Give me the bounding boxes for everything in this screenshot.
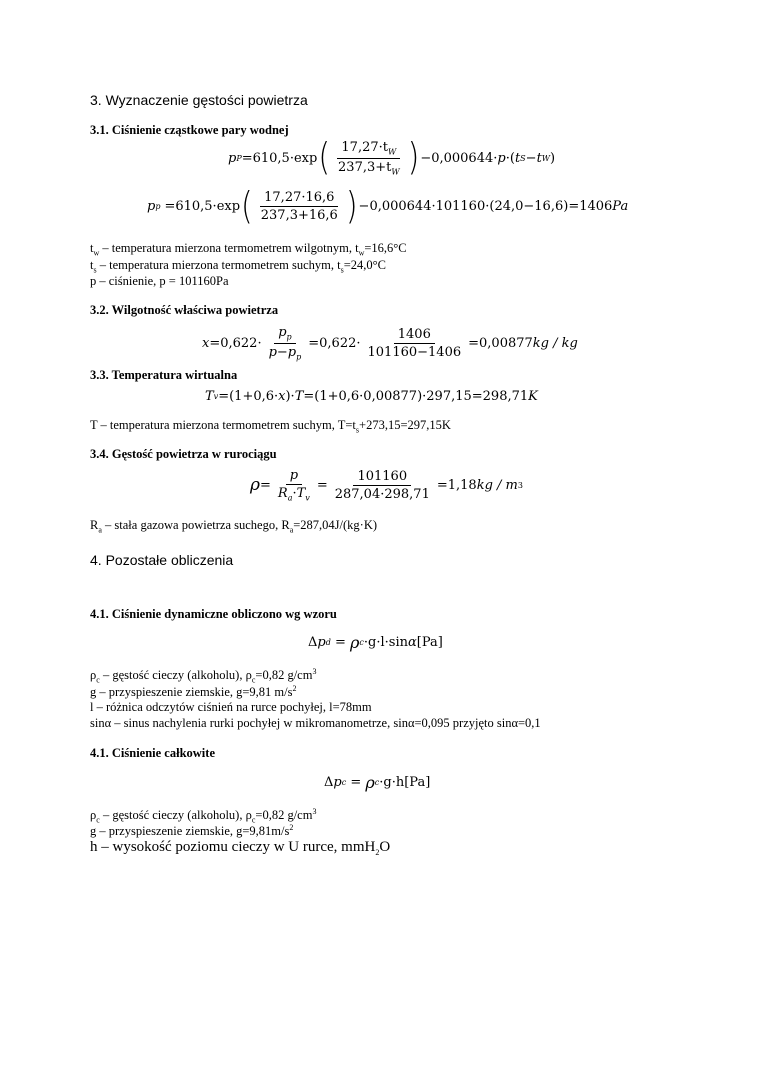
- eq1-dot: ·: [505, 150, 510, 166]
- line-4-1-g: [90, 684, 297, 700]
- eq6-alpha: α: [407, 635, 417, 650]
- eq3-a: =0,622·: [209, 335, 262, 351]
- eq6-p: p: [317, 635, 326, 650]
- line-4-1-sin: [90, 716, 541, 731]
- eq5-unit-sup: 3: [517, 480, 523, 490]
- note-Ra: [90, 518, 377, 535]
- note-Ra-sub2: a: [289, 525, 294, 535]
- eq1-den-sub: W: [391, 167, 400, 177]
- eq5-fraction-1: [274, 468, 314, 503]
- eq1-tw-sub: W: [541, 153, 551, 163]
- equation-air-density: ρ = $\frac{p}{R_a\cdot T_v}$ = $\frac{101160}{287,04\cdot 298,71}$ =1,18 kg / m 3: [250, 468, 523, 503]
- eq3-den2: 101160−1406: [367, 344, 462, 360]
- eq2-den: 237,3+16,6: [260, 208, 338, 223]
- legend-tw-sym: t: [90, 241, 94, 255]
- eq7-rho-sub: c: [374, 778, 380, 787]
- eq2-result: =1406: [568, 199, 613, 214]
- line-4-2-rho-a: ρ: [90, 808, 97, 823]
- eq1-ts-sub: S: [520, 153, 526, 163]
- eq7-unit: [Pa]: [404, 775, 431, 790]
- line-4-1-g-a: g – przyspieszenie ziemskie, g=9,81 m/s: [90, 685, 293, 700]
- eq5-unit: kg / m: [476, 477, 518, 493]
- eq4-lhs-sub: v: [213, 392, 219, 401]
- note-T-sub: s: [355, 425, 360, 435]
- eq1-paren-open: (: [318, 135, 331, 180]
- legend-tw-text: – temperatura mierzona termometrem wilgotnym, t: [99, 241, 359, 255]
- eq3-num1: p: [278, 325, 287, 340]
- eq4-T: T: [294, 389, 304, 404]
- section-3-4-title: 3.4. Gęstość powietrza w rurociągu: [90, 447, 277, 461]
- line-4-2-g-sup: 2: [289, 823, 294, 832]
- eq2-lhs: p: [147, 199, 156, 214]
- eq1-lhs: p: [228, 150, 237, 166]
- eq6-p-sub: d: [325, 638, 331, 647]
- section-3-title: 3. Wyznaczenie gęstości powietrza: [90, 92, 308, 108]
- line-4-2-rho-sub: c: [96, 815, 100, 825]
- eq2-paren-close: ): [345, 184, 358, 228]
- eq6-rho: ρ: [350, 633, 360, 652]
- note-T-b: +273,15=297,15K: [359, 418, 451, 432]
- section-4-2-title: 4.1. Ciśnienie całkowite: [90, 746, 215, 760]
- legend-ts: [90, 258, 386, 275]
- line-4-1-rho-sup: 3: [312, 667, 317, 676]
- eq2-paren-open: (: [241, 184, 253, 228]
- line-4-1-rho: [90, 667, 316, 685]
- eq5-result: =1,18: [436, 477, 477, 493]
- line-4-1-rho-c: =0,82 g/cm: [255, 668, 313, 683]
- eq3-fraction-1: [265, 325, 306, 361]
- legend-ts-sub: s: [93, 265, 97, 275]
- eq1-tail: −0,000644·: [420, 150, 498, 166]
- section-3-2-title: 3.2. Wilgotność właściwa powietrza: [90, 303, 279, 317]
- section-4-title: 4. Pozostałe obliczenia: [90, 552, 234, 568]
- legend-ts-sub2: s: [340, 265, 344, 275]
- legend-tw-sub2: w: [358, 248, 365, 258]
- eq5-fraction-2: [331, 469, 434, 502]
- section-3-3-title: 3.3. Temperatura wirtualna: [90, 368, 238, 382]
- line-4-2-h-b: O: [379, 839, 391, 855]
- eq5-den1b-sub: v: [305, 493, 310, 503]
- equation-virtual-temperature: [205, 389, 538, 404]
- eq7-delta: Δ: [324, 775, 334, 790]
- eq7-p-sub: c: [341, 778, 347, 787]
- line-4-1-sin-a: sinα – sinus nachylenia rurki pochyłej w mikromanometrze, sinα=0,095 przyjęto sinα=0,1: [90, 716, 541, 730]
- legend-p-sym: p: [90, 274, 97, 288]
- line-4-2-rho-sup: 3: [312, 807, 317, 816]
- eq1-paren-close: ): [407, 135, 420, 180]
- line-4-2-h-a: h – wysokość poziomu cieczy w U rurce, mmH: [90, 839, 376, 855]
- line-4-2-rho: [90, 807, 316, 825]
- line-4-1-rho-sub: c: [96, 675, 100, 685]
- eq1-minus: −: [525, 150, 537, 166]
- eq2-fraction: [257, 190, 342, 223]
- eq3-den1: p−p: [268, 344, 297, 360]
- eq5-rho: ρ: [250, 475, 260, 496]
- note-T: [90, 418, 451, 435]
- legend-tw: [90, 241, 407, 258]
- eq7-rest: ·g·h: [379, 775, 405, 790]
- legend-ts-sym: t: [90, 258, 94, 272]
- eq6-unit: [Pa]: [416, 635, 443, 650]
- eq5-den1a: R: [277, 486, 288, 501]
- eq1-num-sub: W: [387, 147, 397, 157]
- eq1-den: 237,3+t: [338, 159, 392, 175]
- eq5-den1mid: ·: [292, 486, 297, 501]
- eq4-lhs: T: [205, 389, 214, 404]
- equation-specific-humidity: [202, 325, 578, 361]
- legend-ts-text: – temperatura mierzona termometrem suchym, t: [96, 258, 341, 272]
- eq1-lhs-sub: P: [236, 153, 242, 163]
- eq3-result: =0,00877: [468, 335, 533, 351]
- line-4-2-g-a: g – przyspieszenie ziemskie, g=9,81m/s: [90, 824, 290, 839]
- eq3-fraction-2: [364, 327, 466, 360]
- equation-partial-pressure-formula: p P =610,5·exp ( $\frac{17,27\cdot t_W}{237,3+t_W}$ ) −0,000644· p · ( t S − t W ): [228, 135, 556, 180]
- eq2-unit: Pa: [612, 199, 629, 214]
- line-4-2-rho-sub2: c: [251, 815, 256, 825]
- section-3-1-title: 3.1. Ciśnienie cząstkowe pary wodnej: [90, 123, 289, 137]
- eq5-num2: 101160: [353, 469, 411, 486]
- eq2-tail: −0,000644·101160·: [358, 199, 490, 214]
- eq2-num: 17,27·16,6: [260, 190, 338, 207]
- note-T-a: T – temperatura mierzona termometrem suchym, T=t: [90, 418, 356, 432]
- legend-tw-val: =16,6°C: [364, 241, 407, 255]
- legend-ts-val: =24,0°C: [343, 258, 387, 272]
- eq2-a: =610,5·exp: [164, 199, 241, 214]
- note-Ra-c: =287,04J/(kg·K): [293, 518, 378, 532]
- eq4-unit: K: [528, 389, 538, 404]
- line-4-2-h-sub: 2: [375, 848, 380, 857]
- eq1-num: 17,27·t: [341, 140, 388, 155]
- eq1-tw: t: [536, 150, 542, 166]
- line-4-1-g-sup: 2: [292, 684, 297, 693]
- line-4-2-rho-b: – gęstość cieczy (alkoholu), ρ: [99, 808, 252, 823]
- eq3-lhs: x: [202, 335, 210, 351]
- eq3-num1-sub: p: [286, 332, 292, 342]
- eq1-ts: t: [514, 150, 521, 166]
- eq5-eq: =: [260, 477, 271, 493]
- eq4-x: x: [278, 389, 286, 404]
- eq3-unit: kg / kg: [532, 335, 578, 351]
- line-4-1-l-a: l – różnica odczytów ciśnień na rurce pochyłej, l=78mm: [90, 700, 372, 714]
- eq7-p: p: [333, 775, 342, 790]
- eq4-body: =(1+0,6·: [218, 389, 279, 404]
- note-Ra-sub: a: [98, 525, 102, 535]
- eq5-den1a-sub: a: [287, 493, 293, 503]
- legend-tw-sub: w: [93, 248, 100, 258]
- eq7-rho: ρ: [365, 773, 375, 792]
- section-4-1-title: 4.1. Ciśnienie dynamiczne obliczono wg wzoru: [90, 607, 337, 621]
- legend-p: [90, 274, 229, 289]
- eq4-body2: )·: [285, 389, 295, 404]
- eq6-rho-sub: c: [359, 638, 364, 647]
- eq1-p: p: [497, 150, 506, 166]
- eq6-rest: ·g·l·sin: [363, 635, 408, 650]
- eq7-eq: =: [346, 775, 366, 790]
- line-4-1-l: [90, 700, 372, 715]
- eq6-eq: =: [330, 635, 351, 650]
- eq5-num1: p: [289, 468, 299, 483]
- note-Ra-a: R: [90, 518, 99, 532]
- eq5-den2: 287,04·298,71: [334, 486, 430, 502]
- line-4-1-rho-b: – gęstość cieczy (alkoholu), ρ: [99, 668, 252, 683]
- note-Ra-b: – stała gazowa powietrza suchego, R: [101, 518, 290, 532]
- line-4-1-rho-sub2: c: [251, 675, 256, 685]
- line-4-2-rho-c: =0,82 g/cm: [255, 808, 313, 823]
- line-4-2-h: [90, 839, 390, 857]
- eq2-inner: 24,0−16,6: [494, 199, 564, 214]
- eq1-a: =610,5·exp: [241, 150, 318, 166]
- line-4-1-rho-a: ρ: [90, 668, 97, 683]
- eq4-body3: =(1+0,6·0,00877)·297,15=298,71: [303, 389, 529, 404]
- eq2-lhs-sub: p: [155, 202, 161, 211]
- eq1-fraction: [334, 140, 404, 176]
- legend-p-text: – ciśnienie, p = 101160Pa: [96, 274, 229, 288]
- eq5-den1b: T: [296, 486, 306, 501]
- equation-total-pressure: [324, 773, 430, 792]
- equation-dynamic-pressure: [308, 633, 443, 652]
- eq3-num2: 1406: [394, 327, 435, 344]
- equation-partial-pressure-values: p p =610,5·exp ( $\frac{17,27\cdot 16,6}{237,3+16,6}$ ) −0,000644·101160· ( 24,0−16,6 ) =1406 Pa: [147, 184, 629, 228]
- eq3-b: =0,622·: [308, 335, 361, 351]
- eq3-den1-sub: p: [296, 352, 302, 362]
- eq6-delta: Δ: [308, 635, 318, 650]
- line-4-2-g: [90, 823, 293, 839]
